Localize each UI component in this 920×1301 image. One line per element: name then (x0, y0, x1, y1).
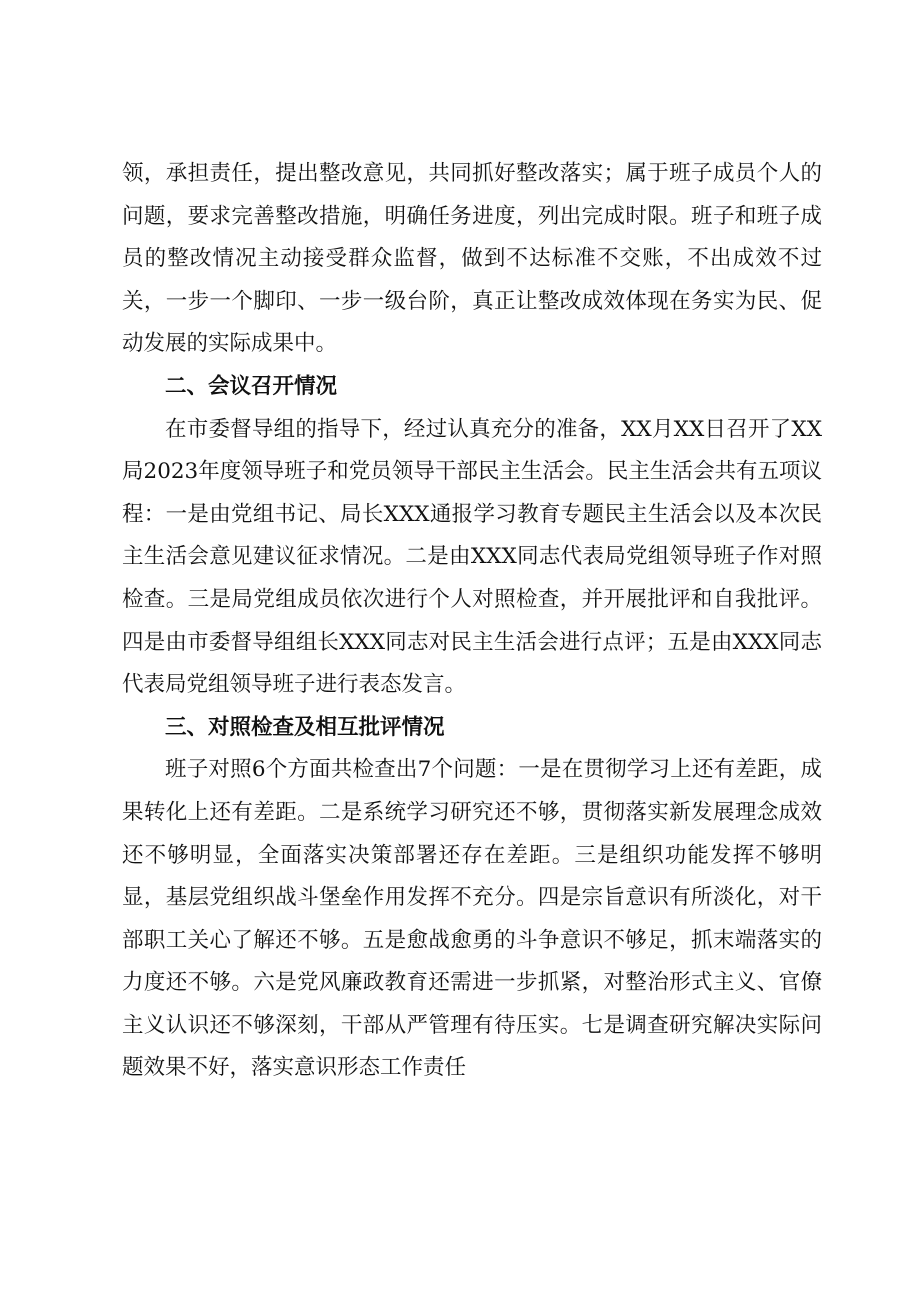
section-heading-meeting: 二、会议召开情况 (165, 373, 338, 399)
document-body (122, 153, 822, 1090)
paragraph-rectification-continued: 领，承担责任，提出整改意见，共同抓好整改落实；属于班子成员个人的问题，要求完善整改措施，明确任务进度，列出完成时限。班子和班子成员的整改情况主动接受群众监督，做到不达标准不交账，不出成效不过关，一步一个脚印、一步一级台阶，真正让整改成效体现在务实为民、促动发展的实际成果中。 (122, 161, 822, 357)
paragraph-meeting-agenda: 在市委督导组的指导下，经过认真充分的准备，XX月XX日召开了XX局2023年度领导班子和党员领导干部民主生活会。民主生活会共有五项议程：一是由党组书记、局长XXX通报学习教育专题民主生活会以及本次民主生活会意见建议征求情况。二是由XXX同志代表局党组领导班子作对照检查。三是局党组成员依次进行个人对照检查，并开展批评和自我批评。四是由市委督导组组长XXX同志对民主生活会进行点评；五是由XXX同志代表局党组领导班子进行表态发言。 (122, 416, 822, 698)
section-heading-inspection: 三、对照检查及相互批评情况 (165, 714, 445, 740)
paragraph-inspection-problems: 班子对照6个方面共检查出7个问题：一是在贯彻学习上还有差距，成果转化上还有差距。二是系统学习研究还不够，贯彻落实新发展理念成效还不够明显，全面落实决策部署还存在差距。三是组织功能发挥不够明显，基层党组织战斗堡垒作用发挥不充分。四是宗旨意识有所淡化，对干部职工关心了解还不够。五是愈战愈勇的斗争意识不够足，抓末端落实的力度还不够。六是党风廉政教育还需进一步抓紧，对整治形式主义、官僚主义认识还不够深刻，干部从严管理有待压实。七是调查研究解决实际问题效果不好，落实意识形态工作责任 (122, 757, 822, 1081)
